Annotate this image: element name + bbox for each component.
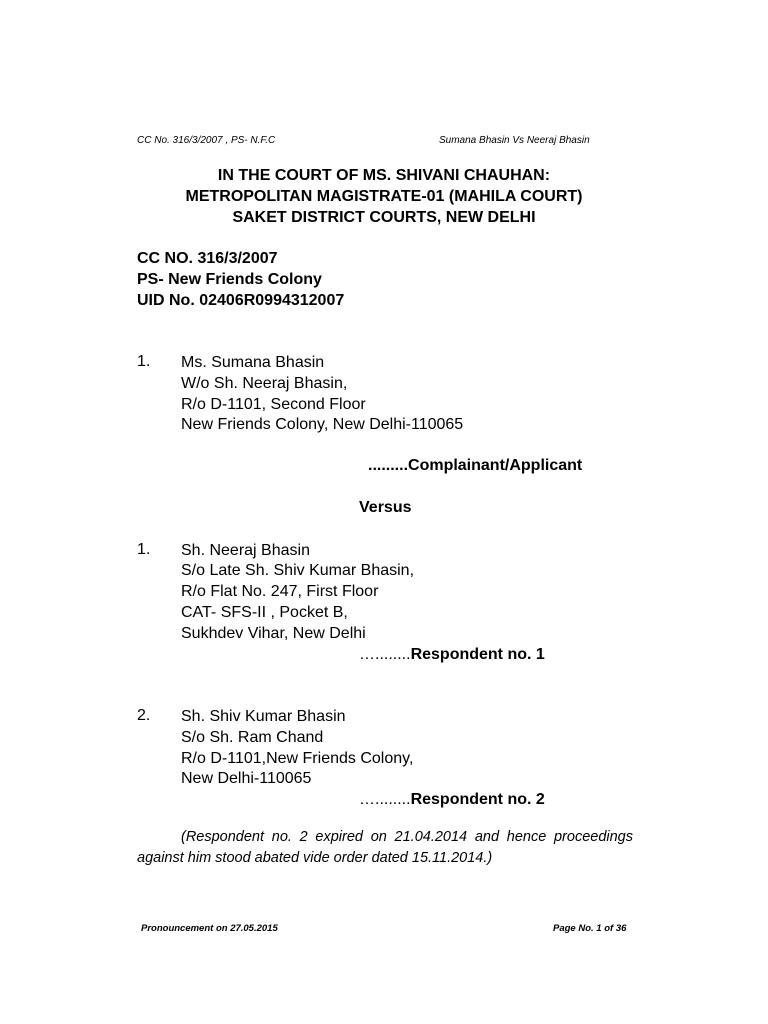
- court-title-line-1: IN THE COURT OF MS. SHIVANI CHAUHAN:: [217, 167, 551, 184]
- respondent2-line: R/o D-1101,New Friends Colony,: [181, 750, 414, 767]
- complainant-line: New Friends Colony, New Delhi-110065: [181, 416, 464, 433]
- header-case-ref: CC No. 316/3/2007 , PS- N.F.C: [137, 135, 276, 146]
- respondent1-line: Sukhdev Vihar, New Delhi: [181, 625, 366, 642]
- respondent1-line: S/o Late Sh. Shiv Kumar Bhasin,: [181, 562, 415, 579]
- respondent2-dots: …........: [359, 791, 411, 808]
- respondent2-line: S/o Sh. Ram Chand: [181, 729, 324, 746]
- complainant-line: W/o Sh. Neeraj Bhasin,: [181, 375, 348, 392]
- complainant-number: 1.: [137, 353, 151, 370]
- header-parties: Sumana Bhasin Vs Neeraj Bhasin: [439, 135, 590, 146]
- case-number: CC NO. 316/3/2007: [137, 250, 278, 267]
- complainant-role: .........Complainant/Applicant: [368, 457, 583, 474]
- respondent2-number: 2.: [137, 707, 151, 724]
- respondent1-line: CAT- SFS-II , Pocket B,: [181, 604, 348, 621]
- respondent1-label: [359, 646, 545, 664]
- footer-page-number: Page No. 1 of 36: [553, 923, 627, 934]
- complainant-line: R/o D-1101, Second Floor: [181, 396, 366, 413]
- respondent1-role: Respondent no. 1: [410, 646, 545, 663]
- abatement-note: (Respondent no. 2 expired on 21.04.2014 and hence proceedings against him stood abated vide order dated 15.11.2014.): [137, 829, 633, 866]
- respondent2-line: New Delhi-110065: [181, 770, 312, 787]
- respondent1-number: 1.: [137, 541, 151, 558]
- versus-heading: Versus: [359, 499, 412, 516]
- respondent1-dots: …........: [359, 646, 411, 663]
- court-title-line-2: METROPOLITAN MAGISTRATE-01 (MAHILA COURT): [185, 188, 583, 205]
- court-title-line-3: SAKET DISTRICT COURTS, NEW DELHI: [232, 209, 536, 226]
- respondent2-role: Respondent no. 2: [410, 791, 545, 808]
- respondent1-line: R/o Flat No. 247, First Floor: [181, 583, 379, 600]
- uid-number: UID No. 02406R0994312007: [137, 292, 345, 309]
- respondent2-label: [359, 791, 545, 809]
- respondent2-line: Sh. Shiv Kumar Bhasin: [181, 708, 346, 725]
- complainant-line: Ms. Sumana Bhasin: [181, 354, 325, 371]
- footer-pronouncement: Pronouncement on 27.05.2015: [141, 923, 278, 934]
- police-station: PS- New Friends Colony: [137, 271, 322, 288]
- respondent1-line: Sh. Neeraj Bhasin: [181, 542, 310, 559]
